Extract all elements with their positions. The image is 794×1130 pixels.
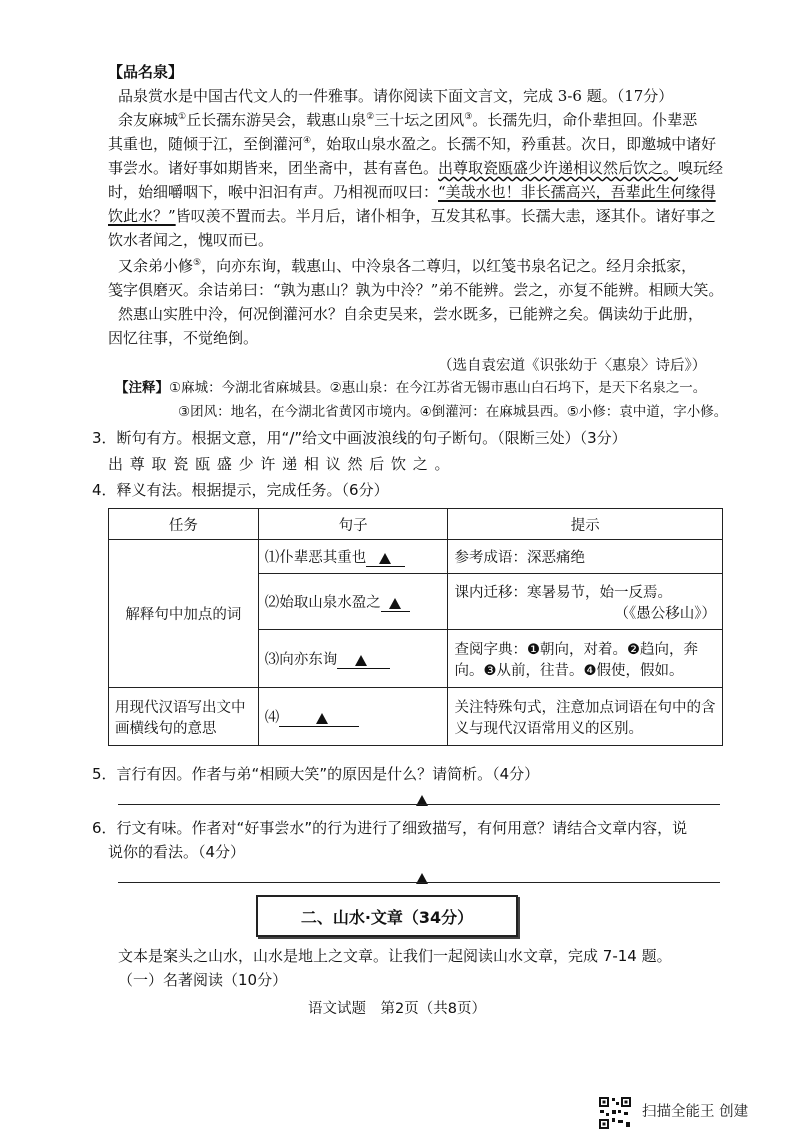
sentence-cell xyxy=(258,540,448,574)
passage-text: 又余弟小修 xyxy=(118,257,194,275)
table-header: 任务 xyxy=(109,509,259,540)
table-header: 句子 xyxy=(258,509,448,540)
sentence-text: ⑵始取山泉水盈之 xyxy=(264,595,381,611)
answer-line[interactable] xyxy=(118,804,720,805)
question-6: 6．行文有味。作者对“好事尝水”的行为进行了细致描写，有何用意？请结合文章内容，说 xyxy=(92,819,688,837)
question-6-cont: 说你的看法。（4分） xyxy=(108,843,246,861)
triangle-icon xyxy=(389,598,401,609)
passage-text: 。长孺先归，命仆辈担回。仆辈恶 xyxy=(472,111,698,129)
hint-cell xyxy=(448,630,723,688)
notes-line xyxy=(115,378,725,398)
underlined-sentence: 饮此水？” xyxy=(108,207,176,225)
answer-marker xyxy=(416,790,428,809)
source-citation: （选自袁宏道《识张幼于〈惠泉〉诗后》） xyxy=(438,358,707,374)
triangle-icon xyxy=(379,553,391,564)
passage-line xyxy=(108,182,718,202)
hint-cell xyxy=(448,574,723,630)
q3-sentence: 出 尊 取 瓷 瓯 盛 少 许 递 相 议 然 后 饮 之 。 xyxy=(108,455,451,473)
question-5: 5．言行有因。作者与弟“相顾大笑”的原因是什么？请简析。（4分） xyxy=(92,765,540,783)
hint-text: 课内迁移：寒暑易节，始一反焉。 xyxy=(454,584,672,601)
passage-text: 余友麻城 xyxy=(118,111,179,129)
intro-text: 品泉赏水是中国古代文人的一件雅事。请你阅读下面文言文，完成 3-6 题。（17分） xyxy=(118,87,674,105)
underlined-sentence: “美哉水也！非长孺高兴，吾辈此生何缘得 xyxy=(438,183,716,201)
passage-text: 皆叹羡不置而去。半月后，诸仆相争，互发其私事。长孺大恚，逐其仆。诸好事之 xyxy=(175,207,716,225)
answer-blank[interactable] xyxy=(381,595,410,612)
answer-blank[interactable] xyxy=(279,710,359,727)
task-cell: 解释句中加点的词 xyxy=(109,540,259,688)
triangle-icon xyxy=(316,713,328,724)
passage-line xyxy=(118,256,728,276)
sentence-cell xyxy=(258,630,448,688)
question-3: 3．断句有方。根据文意，用“/”给文中画波浪线的句子断句。（限断三处）（3分） xyxy=(92,429,627,447)
passage-text: 丘长孺东游吴会，载惠山泉 xyxy=(186,111,367,129)
passage-line xyxy=(118,110,728,130)
footnote-mark: ④ xyxy=(303,136,312,146)
footnote-mark: ① xyxy=(178,112,187,122)
passage-line: 笺字俱磨灭。余诘弟曰：“孰为惠山？孰为中泠？”弟不能辨。尝之，亦复不能辨。相顾大笑。 xyxy=(108,281,724,299)
passage-text: 其重也，随倾于江，至倒灌河 xyxy=(108,135,304,153)
answer-marker xyxy=(416,868,428,887)
wavy-underlined-sentence: 出尊取瓷瓯盛少许递相议然后饮之。 xyxy=(438,159,679,177)
table-header: 提示 xyxy=(448,509,723,540)
hint-cell: 参考成语：深恶痛绝 xyxy=(448,540,723,574)
answer-blank[interactable] xyxy=(337,652,389,669)
passage-line: 然惠山实胜中泠，何况倒灌河水？自余吏吴来，尝水既多，已能辨之矣。偶读幼于此册， xyxy=(118,305,704,323)
passage-line: 因忆往事，不觉绝倒。 xyxy=(108,329,259,347)
sentence-cell xyxy=(258,688,448,746)
notes-label: 【注释】 xyxy=(115,380,169,396)
sentence-text: ⑶向亦东询 xyxy=(264,652,338,668)
hint-source: （《愚公移山》） xyxy=(614,605,716,622)
qr-code-icon xyxy=(598,1096,632,1130)
table-header-row xyxy=(109,509,723,540)
task-table xyxy=(108,508,723,746)
hint-text: 向。❸从前，往昔。❹假使，假如。 xyxy=(454,662,684,679)
answer-blank[interactable] xyxy=(366,550,404,567)
triangle-icon xyxy=(355,655,367,666)
section-header: 【品名泉】 xyxy=(108,63,184,81)
notes-line: ③团风：地名，在今湖北省黄冈市境内。④倒灌河：在麻城县西。⑤小修：袁中道，字小修。 xyxy=(178,404,728,420)
section-2-title: 二、山水·文章（34分） xyxy=(256,895,518,937)
hint-cell: 关注特殊句式，注意加点词语在句中的含义与现代汉语常用义的区别。 xyxy=(448,688,723,746)
sentence-cell xyxy=(258,574,448,630)
passage-text: ，始取山泉水盈之。长孺不知，矜重甚。次日，即邀城中诸好 xyxy=(311,135,717,153)
passage-text: 事尝水。诸好事如期皆来，团坐斋中，甚有喜色。 xyxy=(108,159,439,177)
footnote-mark: ⑤ xyxy=(193,258,202,268)
sentence-text: ⑴仆辈恶其重也 xyxy=(264,550,367,566)
footnote-mark: ③ xyxy=(464,112,473,122)
notes-text: ①麻城：今湖北省麻城县。②惠山泉：在今江苏省无锡市惠山白石坞下，是天下名泉之一。 xyxy=(169,380,707,396)
question-4: 4．释义有法。根据提示，完成任务。（6分） xyxy=(92,481,389,499)
passage-line xyxy=(108,206,718,226)
passage-line xyxy=(108,134,718,154)
subsection-heading: （一）名著阅读（10分） xyxy=(118,971,288,989)
footnote-mark: ② xyxy=(366,112,375,122)
table-row xyxy=(109,688,723,746)
section-2-intro: 文本是案头之山水，山水是地上之文章。让我们一起阅读山水文章，完成 7-14 题。 xyxy=(118,947,672,965)
scanner-watermark: 扫描全能王 创建 xyxy=(642,1104,749,1120)
task-cell: 用现代汉语写出文中画横线句的意思 xyxy=(109,688,259,746)
answer-line[interactable] xyxy=(118,882,720,883)
page-footer: 语文试题 第2页（共8页） xyxy=(308,1001,486,1017)
hint-text: 查阅字典：❶朝向，对着。❷趋向，奔 xyxy=(454,641,698,658)
passage-text: 时，始细嚼咽下，喉中汩汩有声。乃相视而叹曰： xyxy=(108,183,439,201)
passage-text: 嗅玩经 xyxy=(678,159,724,177)
table-row xyxy=(109,540,723,574)
passage-text: ，向亦东询，载惠山、中泠泉各二尊归，以红笺书泉名记之。经月余抵家， xyxy=(201,257,697,275)
sentence-text: ⑷ xyxy=(264,710,280,726)
passage-line xyxy=(108,158,724,178)
passage-text: 三十坛之团风 xyxy=(374,111,465,129)
passage-line: 饮水者闻之，愧叹而已。 xyxy=(108,231,274,249)
